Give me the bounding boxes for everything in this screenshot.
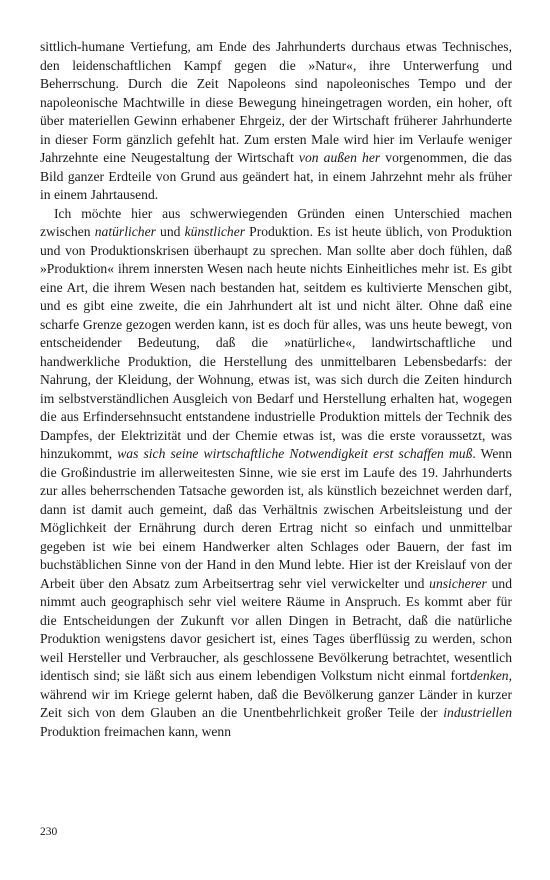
italic-run: was sich seine wirtschaftliche Notwendigkeit erst schaffen muß bbox=[117, 446, 473, 461]
page-number: 230 bbox=[40, 826, 58, 838]
text-run: vorgenommen, die das Bild ganzer Erdteile von Grund aus geändert hat, in einem Jahrzehnt mehr als früher in einem Jahrtausend. bbox=[40, 150, 512, 202]
text-run: Produktion. Es ist heute üblich, von Produktion und von Produktionskrisen überhaupt zu sprechen. Man sollte aber doch fühlen, daß »Produktion« ihrem innersten Wesen nach heute nichts Einheitliches mehr ist. Es gibt eine Art, die ihrem Wesen nach bestanden hat, seitdem es kultivierte Menschen gibt, und es gibt eine zweite, die ein Jahrhundert alt ist und nicht älter. Ohne daß eine scharfe Grenze gezogen werden kann, ist es doch für alles, was uns heute bewegt, von entscheidender Bedeutung, daß die »natürliche«, landwirtschaftliche und handwerkliche Produktion, die Herstellung des unmittelbaren Lebensbedarfs: der Nahrung, der Kleidung, der Wohnung, etwas ist, was sich durch die Zeiten hindurch im selbstverständlichen Ausgleich von Bedarf und Herstellung erhalten hat, wogegen die aus Erfindersehnsucht entstandene industrielle Produktion mittels der Technik des Dampfes, der Elektrizität und der Chemie etwas ist, was die erste voraussetzt, was hinzukommt, bbox=[40, 224, 512, 461]
italic-run: denken bbox=[470, 668, 509, 683]
text-run: Ich möchte hier aus schwerwiegenden Gründen einen Unterschied machen zwischen bbox=[40, 205, 512, 239]
text-run: und bbox=[155, 224, 185, 239]
text-run: , während wir im Kriege gelernt haben, daß die Bevölkerung ganzer Länder in kurzer Zeit sich von dem Glauben an die Unentbehrlichkeit großer Teile der bbox=[40, 668, 512, 720]
text-run: und nimmt auch geographisch sehr viel weitere Räume in Anspruch. Es kommt aber für die Entscheidungen der Zukunft vor allen Dingen in Betracht, daß die natürliche Produktion wenigstens davor gesichert ist, eines Tages überflüssig zu werden, schon weil Hersteller und Verbraucher, als geschlossene Bevölkerung betrachtet, wesentlich identisch sind; sie läßt sich aus einem lebendigen Volkstum nicht einmal fort bbox=[40, 575, 512, 683]
text-run: Produktion freimachen kann, wenn bbox=[40, 723, 232, 739]
italic-run: unsicherer bbox=[429, 575, 487, 591]
paragraph-1 bbox=[40, 38, 512, 205]
italic-run: industriellen bbox=[443, 705, 512, 720]
italic-run: von außen her bbox=[298, 150, 381, 165]
text-run: . Wenn die Großindustrie im allerweitesten Sinne, wie sie erst im Laufe des 19. Jahrhunderts zur alles beherrschenden Tatsache geworden ist, als künstlich bezeichnet werden darf, dann ist damit auch gemeint, daß das Verhältnis zwischen Arbeitsleistung und der Möglichkeit der Ernährung durch deren Ertrag nicht so einfach und unmittelbar gegeben ist wie bei einem Handwerker alten Schlages oder Bauern, der fast im buchstäblichen Sinne von der Hand in den Mund lebte. Hier ist der Kreislauf von der Arbeit über den Absatz zum Arbeitsertrag sehr viel verwickelter und bbox=[40, 446, 512, 591]
italic-run: künstlicher bbox=[184, 224, 246, 239]
italic-run: natürlicher bbox=[94, 224, 156, 239]
paragraph-2 bbox=[40, 205, 512, 742]
text-run: sittlich-humane Vertiefung, am Ende des Jahrhunderts durchaus etwas Technisches, den leidenschaftlichen Kampf gegen die »Natur«, ihre Unterwerfung und Beherrschung. Durch die Zeit Napoleons sind napoleonisches Tempo und der napoleonische Machtwille in diese Bewegung hineingetragen worden, ein hoher, oft über materiellen Gewinn erhabener Ehrgeiz, der der Wirtschaft früherer Jahrhunderte in dieser Form gänzlich gefehlt hat. Zum ersten Male wird hier im Verlaufe weniger Jahrzehnte eine Neugestaltung der Wirtschaft bbox=[40, 39, 512, 165]
page-body bbox=[40, 38, 512, 741]
